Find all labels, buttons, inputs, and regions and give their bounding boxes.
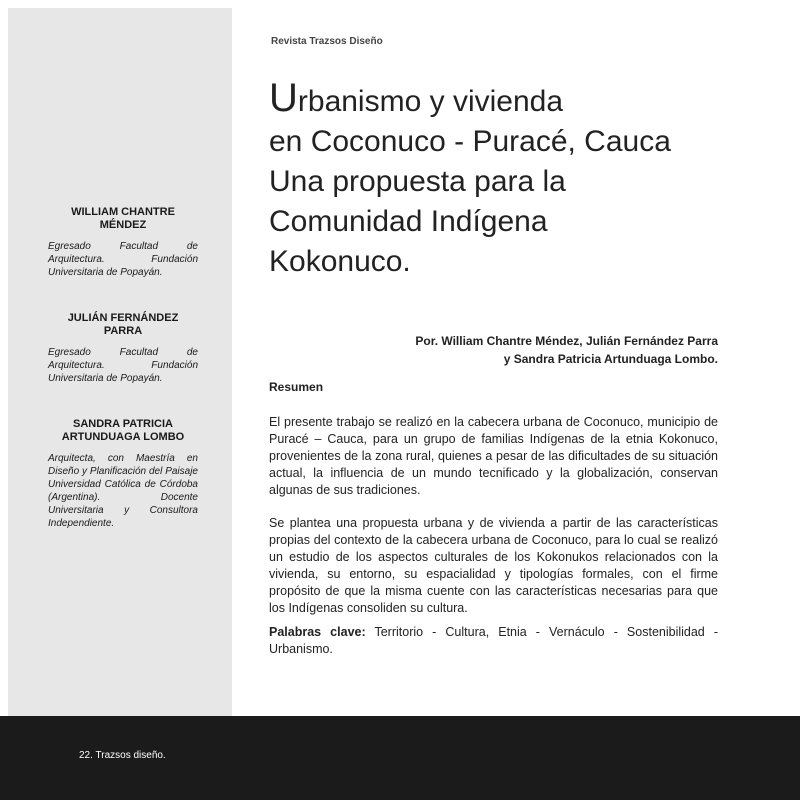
abstract-paragraph: El presente trabajo se realizó en la cabecera urbana de Coconuco, municipio de Puracé – Cauca, para un grupo de familias Indígenas de la etnia Kokonuco, provenientes de la zona rural, quienes a pesar de las dificultades de su situación actual, la influencia de un mundo tecnificado y la globalización, conservan algunas de sus tradiciones.: [269, 415, 718, 497]
byline: [415, 332, 718, 368]
abstract-paragraph: Se plantea una propuesta urbana y de vivienda a partir de las características propias del contexto de la cabecera urbana de Coconuco, para lo cual se realizó un estudio de los aspectos culturales de los Kokonukos relacionados con la vivienda, su entorno, su espacialidad y tipologías formales, con el firme propósito de que la misma cuente con las características necesarias para que los Indígenas consoliden su cultura.: [269, 516, 718, 615]
author-bio: Egresado Facultad de Arquitectura. Fundación Universitaria de Popayán.: [48, 347, 198, 384]
author-name: SANDRA PATRICIA ARTUNDUAGA LOMBO: [61, 418, 185, 443]
title-line: Comunidad Indígena: [269, 205, 548, 238]
byline-line: Por. William Chantre Méndez, Julián Fernández Parra: [415, 334, 718, 348]
page-number: 22. Trazsos diseño.: [79, 750, 166, 761]
keywords-label: Palabras clave:: [269, 625, 366, 639]
title-line: rbanismo y vivienda: [297, 85, 564, 118]
article-title: [269, 78, 739, 282]
author-name: JULIÁN FERNÁNDEZ PARRA: [67, 312, 179, 337]
title-line: Kokonuco.: [269, 245, 411, 278]
journal-header: Revista Trazsos Diseño: [271, 36, 383, 47]
title-line: en Coconuco - Puracé, Cauca: [269, 125, 671, 158]
keywords: [269, 624, 718, 658]
footer-bar: [0, 716, 800, 800]
author-bio: Egresado Facultad de Arquitectura. Fundación Universitaria de Popayán.: [48, 241, 198, 278]
abstract-heading: Resumen: [269, 380, 324, 394]
author-block-3: [48, 418, 198, 530]
byline-line: y Sandra Patricia Artunduaga Lombo.: [503, 352, 718, 366]
author-block-2: [48, 312, 198, 385]
title-line: Una propuesta para la: [269, 165, 566, 198]
author-bio: Arquitecta, con Maestría en Diseño y Planificación del Paisaje Universidad Católica de Córdoba (Argentina). Docente Universitaria y Consultora Independiente.: [48, 453, 198, 529]
author-block-1: [48, 206, 198, 279]
author-name: WILLIAM CHANTRE MÉNDEZ: [71, 206, 175, 231]
keywords-text: Territorio - Cultura, Etnia - Vernáculo - Sostenibilidad - Urbanismo.: [269, 625, 718, 656]
title-initial: U: [269, 76, 298, 120]
